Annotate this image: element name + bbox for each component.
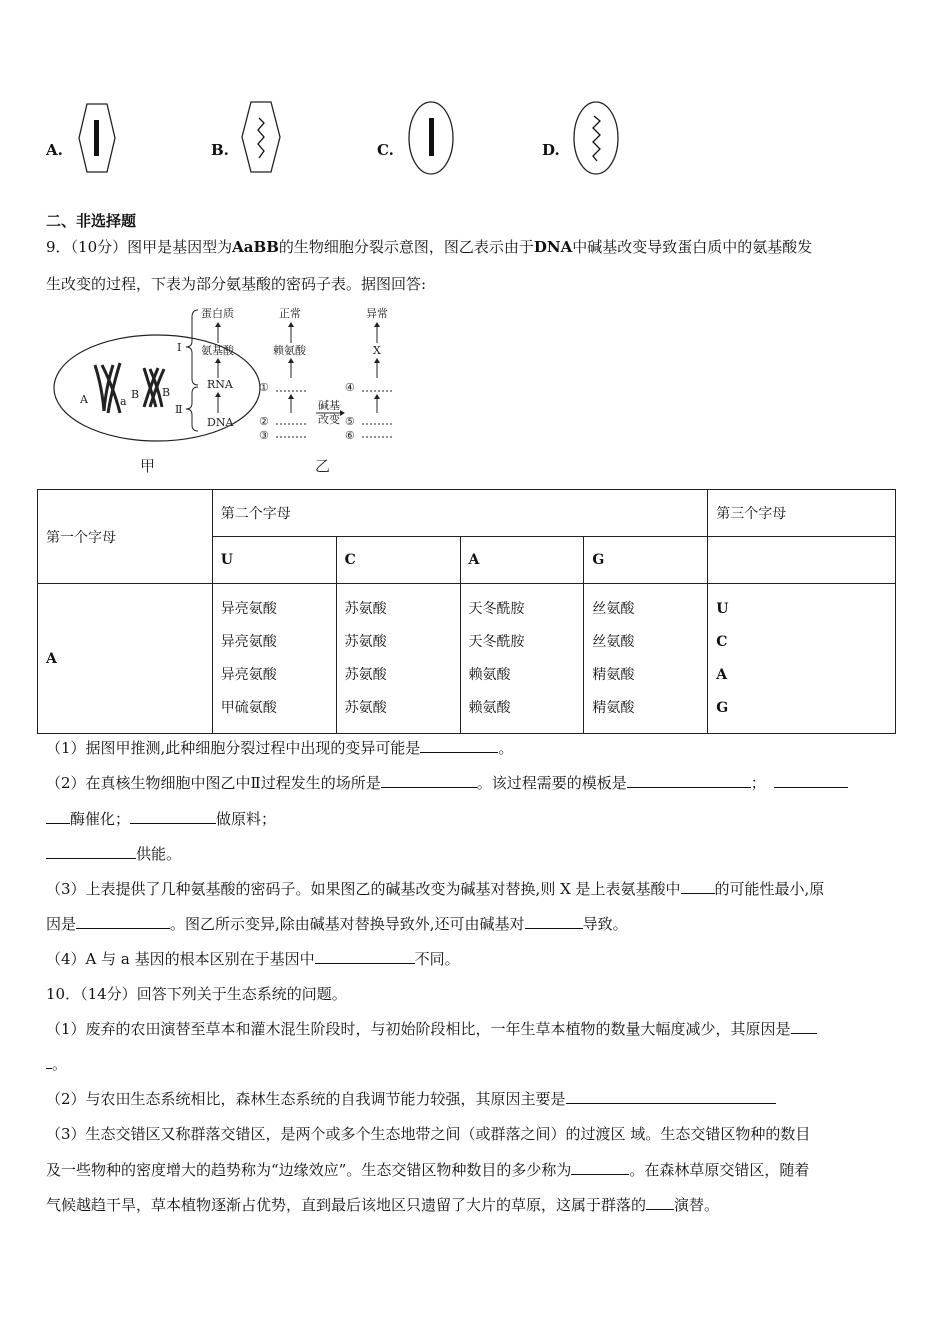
codon-table bbox=[37, 489, 896, 734]
q9-sub2-text: 酶催化； bbox=[70, 810, 131, 828]
answer-blank[interactable] bbox=[381, 773, 477, 788]
q9-dna: DNA bbox=[533, 238, 573, 256]
q10-sub1-text: （1）废弃的农田演替至草本和灌木混生阶段时，与初始阶段相比，一年生草本植物的数量大幅度减少，其原因是 bbox=[46, 1020, 791, 1038]
answer-blank[interactable] bbox=[525, 914, 583, 929]
option-d-label: D. bbox=[542, 141, 560, 159]
num-6: ⑥ bbox=[345, 429, 355, 442]
empty-cell bbox=[708, 537, 896, 584]
label-abnormal: 异常 bbox=[366, 307, 388, 320]
q10-sub3-line3 bbox=[46, 1195, 719, 1215]
q10-sub1-line2 bbox=[46, 1054, 67, 1074]
answer-blank[interactable] bbox=[130, 809, 216, 824]
option-a-figure bbox=[78, 102, 116, 174]
second-letter-c: C bbox=[336, 537, 460, 584]
table-cell: 天冬酰胺 bbox=[468, 633, 525, 650]
q9-sub2-line1 bbox=[46, 773, 848, 793]
figure-yi-flow bbox=[175, 306, 392, 442]
label-normal: 正常 bbox=[279, 307, 301, 320]
answer-blank[interactable] bbox=[791, 1019, 817, 1034]
table-cell: 异亮氨酸 bbox=[220, 633, 277, 650]
label-a: a bbox=[120, 395, 127, 408]
q9-stem-text: 的生物细胞分裂示意图，图乙表示由于 bbox=[278, 238, 534, 256]
answer-blank[interactable] bbox=[627, 773, 751, 788]
label-x: X bbox=[373, 344, 381, 357]
second-letter-g: G bbox=[584, 537, 708, 584]
table-cell: 精氨酸 bbox=[592, 699, 635, 716]
second-letter-u: U bbox=[212, 537, 336, 584]
answer-blank[interactable] bbox=[315, 949, 415, 964]
level-dna: DNA bbox=[207, 416, 234, 429]
caption-jia: 甲 bbox=[140, 457, 156, 475]
col-g bbox=[584, 584, 708, 734]
num-4: ④ bbox=[345, 381, 355, 394]
first-letter-a: A bbox=[38, 584, 213, 734]
option-b-label: B. bbox=[211, 141, 229, 159]
q9-sub4-text: （4）A 与 a 基因的根本区别在于基因中 bbox=[46, 950, 315, 968]
q10-sub2 bbox=[46, 1089, 776, 1109]
option-c-label: C. bbox=[377, 141, 394, 159]
answer-blank[interactable] bbox=[571, 1160, 629, 1175]
label-A: A bbox=[80, 393, 88, 406]
third-letter: G bbox=[716, 699, 729, 716]
q9-sub3-text: 导致。 bbox=[582, 915, 628, 933]
answer-blank[interactable] bbox=[566, 1089, 776, 1104]
third-letter: C bbox=[716, 633, 728, 650]
q9-sub2-text: 供能。 bbox=[136, 845, 182, 863]
label-B2: B bbox=[162, 386, 171, 399]
level-rna: RNA bbox=[207, 378, 233, 391]
q9-sub3-text: 因是 bbox=[46, 915, 77, 933]
table-cell: 赖氨酸 bbox=[468, 699, 511, 716]
q10-sub3-line1: （3）生态交错区又称群落交错区，是两个或多个生态地带之间（或群落之间）的过渡区 域。生态交错区物种的数目 bbox=[46, 1125, 811, 1143]
q9-score: （10分） bbox=[70, 238, 128, 256]
answer-blank[interactable] bbox=[681, 879, 715, 894]
q10-stem bbox=[46, 984, 347, 1004]
table-cell: 精氨酸 bbox=[592, 666, 635, 683]
header-third-letter: 第三个字母 bbox=[708, 490, 896, 537]
stage-II: Ⅱ bbox=[175, 403, 183, 416]
q9-sub3-text: 的可能性最小,原 bbox=[714, 880, 825, 898]
q9-sub2-line2 bbox=[46, 809, 276, 829]
option-a-label: A. bbox=[46, 141, 63, 159]
q9-number: 9． bbox=[46, 238, 71, 256]
q9-sub1-text: （1）据图甲推测,此种细胞分裂过程中出现的变异可能是 bbox=[46, 739, 421, 757]
q9-stem-line1 bbox=[46, 237, 812, 257]
table-cell: 丝氨酸 bbox=[592, 633, 635, 650]
num-5: ⑤ bbox=[345, 415, 355, 428]
table-cell: 苏氨酸 bbox=[344, 633, 387, 650]
q10-sub1-line1 bbox=[46, 1019, 817, 1039]
q9-figure bbox=[40, 303, 420, 478]
num-2: ② bbox=[259, 415, 269, 428]
third-letter: U bbox=[716, 600, 729, 617]
level-amino: 氨基酸 bbox=[201, 344, 234, 357]
q9-sub4-text: 不同。 bbox=[414, 950, 460, 968]
third-letter: A bbox=[716, 666, 728, 683]
num-3: ③ bbox=[259, 429, 269, 442]
q9-sub2-text: ； bbox=[750, 774, 766, 792]
label-change-1: 碱基 bbox=[318, 399, 340, 412]
q10-sub2-text: （2）与农田生态系统相比，森林生态系统的自我调节能力较强，其原因主要是 bbox=[46, 1090, 566, 1108]
answer-blank[interactable] bbox=[420, 738, 498, 753]
table-cell: 异亮氨酸 bbox=[220, 600, 277, 617]
q9-sub2-text: （2）在真核生物细胞中图乙中Ⅱ过程发生的场所是 bbox=[46, 774, 381, 792]
option-b-figure bbox=[241, 100, 281, 174]
col-c bbox=[336, 584, 460, 734]
label-B1: B bbox=[131, 388, 140, 401]
q9-sub3-line1 bbox=[46, 879, 824, 899]
table-cell: 甲硫氨酸 bbox=[220, 699, 277, 716]
q10-sub1-end: 。 bbox=[52, 1055, 68, 1073]
q9-genotype: AaBB bbox=[232, 238, 279, 256]
q10-sub3-text: 气候越趋干旱，草本植物逐渐占优势，直到最后该地区只遗留了大片的草原，这属于群落的 bbox=[46, 1196, 647, 1214]
q9-sub1 bbox=[46, 738, 513, 758]
q9-sub4 bbox=[46, 949, 460, 969]
option-c-figure bbox=[407, 100, 455, 176]
col-third bbox=[708, 584, 896, 734]
q9-stem-text: 中碱基改变导致蛋白质中的氨基酸发 bbox=[572, 238, 813, 256]
q9-sub3-text: （3）上表提供了几种氨基酸的密码子。如果图乙的碱基改变为碱基对替换,则 X 是上表氨基酸中 bbox=[46, 880, 681, 898]
table-cell: 赖氨酸 bbox=[468, 666, 511, 683]
answer-blank[interactable] bbox=[46, 809, 70, 824]
col-a bbox=[460, 584, 584, 734]
answer-blank[interactable] bbox=[646, 1195, 674, 1210]
label-change-2: 改变 bbox=[318, 413, 340, 426]
q9-sub2-text: 。该过程需要的模板是 bbox=[476, 774, 627, 792]
q9-sub2-line3 bbox=[46, 844, 181, 864]
header-first-letter: 第一个字母 bbox=[38, 490, 213, 584]
col-u bbox=[212, 584, 336, 734]
q10-stem-text: 回答下列关于生态系统的问题。 bbox=[136, 985, 347, 1003]
answer-blank[interactable] bbox=[76, 914, 170, 929]
answer-blank[interactable] bbox=[774, 773, 848, 788]
q10-number: 10． bbox=[46, 985, 81, 1003]
q10-sub3-text: 演替。 bbox=[674, 1196, 720, 1214]
q9-stem-text: 图甲是基因型为 bbox=[127, 238, 233, 256]
q9-sub3-line2 bbox=[46, 914, 628, 934]
answer-blank[interactable] bbox=[46, 844, 136, 859]
header-second-letter: 第二个字母 bbox=[212, 490, 707, 537]
q10-sub3-text: 。在森林草原交错区，随着 bbox=[629, 1161, 810, 1179]
option-d-figure bbox=[572, 100, 620, 176]
q10-score: （14分） bbox=[80, 985, 137, 1003]
q10-sub3-line2 bbox=[46, 1160, 809, 1180]
table-cell: 苏氨酸 bbox=[344, 699, 387, 716]
q9-sub1-end: 。 bbox=[498, 739, 514, 757]
table-cell: 天冬酰胺 bbox=[468, 600, 525, 617]
caption-yi: 乙 bbox=[315, 457, 331, 475]
table-cell: 丝氨酸 bbox=[592, 600, 635, 617]
q9-sub3-text: 。图乙所示变异,除由碱基对替换导致外,还可由碱基对 bbox=[170, 915, 525, 933]
num-1: ① bbox=[259, 381, 269, 394]
q9-sub2-text: 做原料； bbox=[216, 810, 277, 828]
table-cell: 苏氨酸 bbox=[344, 600, 387, 617]
table-cell: 异亮氨酸 bbox=[220, 666, 277, 683]
label-lysine: 赖氨酸 bbox=[273, 344, 306, 357]
second-letter-a: A bbox=[460, 537, 584, 584]
level-protein: 蛋白质 bbox=[201, 307, 234, 320]
stage-I: Ⅰ bbox=[177, 341, 182, 354]
q9-stem-line2: 生改变的过程，下表为部分氨基酸的密码子表。据图回答: bbox=[46, 275, 427, 293]
q10-sub3-text: 及一些物种的密度增大的趋势称为“边缘效应”。生态交错区物种数目的多少称为 bbox=[46, 1161, 572, 1179]
table-cell: 苏氨酸 bbox=[344, 666, 387, 683]
section-title: 二、非选择题 bbox=[46, 212, 137, 230]
